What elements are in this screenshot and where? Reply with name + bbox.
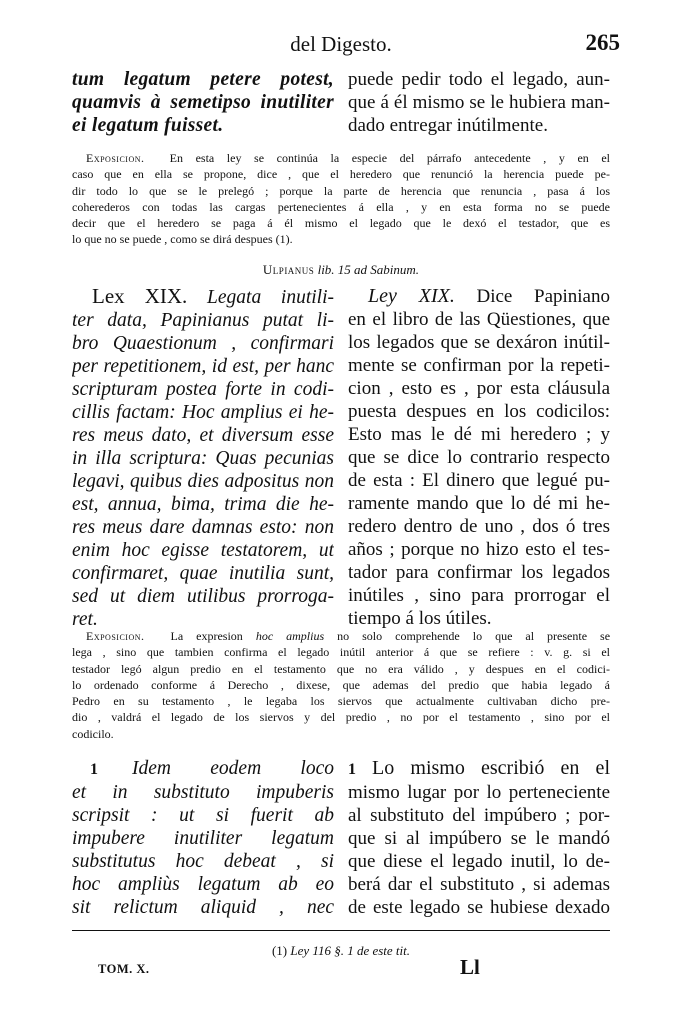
footnote <box>72 943 610 959</box>
latin-line: sit relictum aliquid , nec <box>72 897 334 918</box>
latin-line: enim hoc egisse testatorem, ut <box>72 540 334 561</box>
latin-line: impubere inutiliter legatum <box>72 828 334 849</box>
exposicion-2 <box>72 628 610 742</box>
spanish-column <box>348 285 610 630</box>
footnote-text: Ley 116 §. 1 de este tit. <box>290 943 411 958</box>
spanish-line <box>348 285 610 308</box>
paragraph-number: 1 <box>348 761 356 778</box>
latin-line: ter data, Papinianus putat li- <box>72 310 334 331</box>
exposicion-label: Exposicion. <box>86 151 145 165</box>
spanish-line: que si al impúbero se le mandó <box>348 828 610 849</box>
spanish-line: años ; porque no hizo esto el tes- <box>348 539 610 560</box>
exposicion-line: Pedro en su testamento , le legaba los siervos que actualmente cultivaban dicho pre- <box>72 694 610 709</box>
latin-line: substitutus hoc debeat , si <box>72 851 334 872</box>
exposicion-line: lo ordenado conforme á Derecho , dixese, que ademas del predio que habia legado á <box>72 677 610 692</box>
running-title: del Digesto. <box>290 32 392 56</box>
latin-column <box>72 757 334 919</box>
latin-line: cillis factam: Hoc amplius ei he- <box>72 402 334 423</box>
exposicion-line: decir que el heredero se paga á él mismo el legado que le dexó el testador, que es <box>72 216 610 231</box>
latin-line: hoc ampliùs legatum ab eo <box>72 874 334 895</box>
exposicion-label: Exposicion. <box>86 629 145 643</box>
latin-line: ret. <box>72 609 98 630</box>
latin-line: scripturam postea forte in codi- <box>72 379 334 400</box>
gathering-mark: Ll <box>460 955 480 979</box>
latin-line: et in substituto impuberis <box>72 782 334 803</box>
latin-column <box>72 68 334 137</box>
spanish-line: que á él mismo se le hubiera man- <box>348 92 610 113</box>
spanish-heading: Ley XIX. <box>368 285 455 307</box>
latin-heading: Lex XIX. <box>92 285 188 308</box>
latin-line: est, annua, bima, trima die he- <box>72 494 334 515</box>
page-number: 265 <box>585 30 620 55</box>
parallel-text-block-2 <box>72 285 610 630</box>
exposicion-line <box>72 628 610 644</box>
spanish-line: berá dar el substituto , si ademas <box>348 874 610 895</box>
exposicion-line: testador legó algun predio en el testamento que no era válido , y despues en el codici- <box>72 661 610 676</box>
spanish-line: en el libro de las Qüestiones, que <box>348 309 610 330</box>
exposicion-1 <box>72 150 610 248</box>
spanish-line: dado entregar inútilmente. <box>348 115 548 136</box>
latin-line: bro Quaestionum , confirmari <box>72 333 334 354</box>
parallel-text-block-3 <box>72 757 610 922</box>
parallel-text-block-1 <box>72 68 610 140</box>
citation-author: Ulpianus <box>262 262 315 277</box>
spanish-line: ramente mando que lo dé mi he- <box>348 493 610 514</box>
exposicion-text: En esta ley se continúa la especie del párrafo antecedente , y en el <box>169 151 610 165</box>
spanish-line: al substituto del impúbero ; por- <box>348 805 610 826</box>
latin-line: res meus dare damnas esto: non <box>72 517 334 538</box>
latin-line: per repetitionem, id est, per hanc <box>72 356 334 377</box>
latin-column <box>72 285 334 631</box>
spanish-line: tador para confirmar los legados <box>348 562 610 583</box>
spanish-line: de esta : El dinero que legué pu- <box>348 470 610 491</box>
spanish-line: mismo lugar por lo perteneciente <box>348 782 610 803</box>
latin-line: quamvis à semetipso inutiliter <box>72 92 334 113</box>
exposicion-line: codicilo. <box>72 726 114 741</box>
latin-line: confirmaret, quae inutilia sunt, <box>72 563 334 584</box>
spanish-line: Esto mas le dé mi heredero ; y <box>348 424 610 445</box>
exposicion-line: dio , valdrá el legado de los siervos y del predio , no por el testamento , sino por el <box>72 710 610 725</box>
latin-line <box>72 285 334 309</box>
exposicion-line <box>72 150 610 166</box>
latin-line: scripsit : ut si fuerit ab <box>72 805 334 826</box>
spanish-line: tiempo á los útiles. <box>348 608 492 629</box>
exposicion-line: caso que en ella se propone, dice , que el heredero que renunció la herencia puede pe- <box>72 167 610 182</box>
paragraph-number: 1 <box>90 761 98 778</box>
spanish-text: Dice Papiniano <box>476 286 610 307</box>
spanish-line: inútiles , sino para prorrogar el <box>348 585 610 606</box>
spanish-column <box>348 68 610 137</box>
latin-text: Legata inutili- <box>207 287 334 308</box>
exposicion-line: coherederos con todas las cargas pertenecientes á ella , y en esta forma no se puede <box>72 199 610 214</box>
citation-work: lib. 15 ad Sabinum. <box>317 262 420 277</box>
spanish-line: que diese el legado inutil, lo de- <box>348 851 610 872</box>
spanish-line: de este legado se hubiese dexado <box>348 897 610 918</box>
exposicion-phrase: hoc amplius <box>255 629 325 643</box>
spanish-line: mente se confirman por la repeti- <box>348 355 610 376</box>
latin-line: res meus dato, et diversum esse <box>72 425 334 446</box>
spanish-column <box>348 757 610 919</box>
exposicion-text: La expresion <box>170 629 243 643</box>
source-citation <box>72 262 610 278</box>
exposicion-text: no solo comprehende lo que al presente se <box>337 629 610 643</box>
latin-line: legavi, quibus dies adpositus non <box>72 471 334 492</box>
exposicion-line: lega , sino que tambien confirma el legado inútil anterior á que se refiere : v. g. si el <box>72 645 610 660</box>
latin-line <box>72 757 334 781</box>
spanish-line: redero dentro de uno , dos ó tres <box>348 516 610 537</box>
spanish-text: Lo mismo escribió en el <box>372 757 610 779</box>
exposicion-line: dir todo lo que se le prelegó ; porque la parte de herencia que renuncia , pasa á los <box>72 183 610 198</box>
spanish-line: los legados que se dexáron inútil- <box>348 332 610 353</box>
spanish-line: puede pedir todo el legado, aun- <box>348 69 610 90</box>
spanish-line: puesta despues en los codicilos: <box>348 401 610 422</box>
latin-text: Idem eodem loco <box>132 758 334 779</box>
exposicion-line: lo que no se puede , como se dirá despues (1). <box>72 232 293 247</box>
latin-line: tum legatum petere potest, <box>72 69 334 90</box>
spanish-line: cion , esto es , por esta cláusula <box>348 378 610 399</box>
volume-signature: TOM. X. <box>98 962 150 976</box>
latin-line: ei legatum fuisset. <box>72 115 224 136</box>
footnote-rule <box>72 930 610 931</box>
running-head <box>60 30 622 60</box>
spanish-line <box>348 757 610 781</box>
footnote-marker: (1) <box>271 943 288 958</box>
spanish-line: que se dice lo contrario respecto <box>348 447 610 468</box>
latin-line: in illa scriptura: Quas pecunias <box>72 448 334 469</box>
latin-line: sed ut diem utilibus prorroga- <box>72 586 334 607</box>
